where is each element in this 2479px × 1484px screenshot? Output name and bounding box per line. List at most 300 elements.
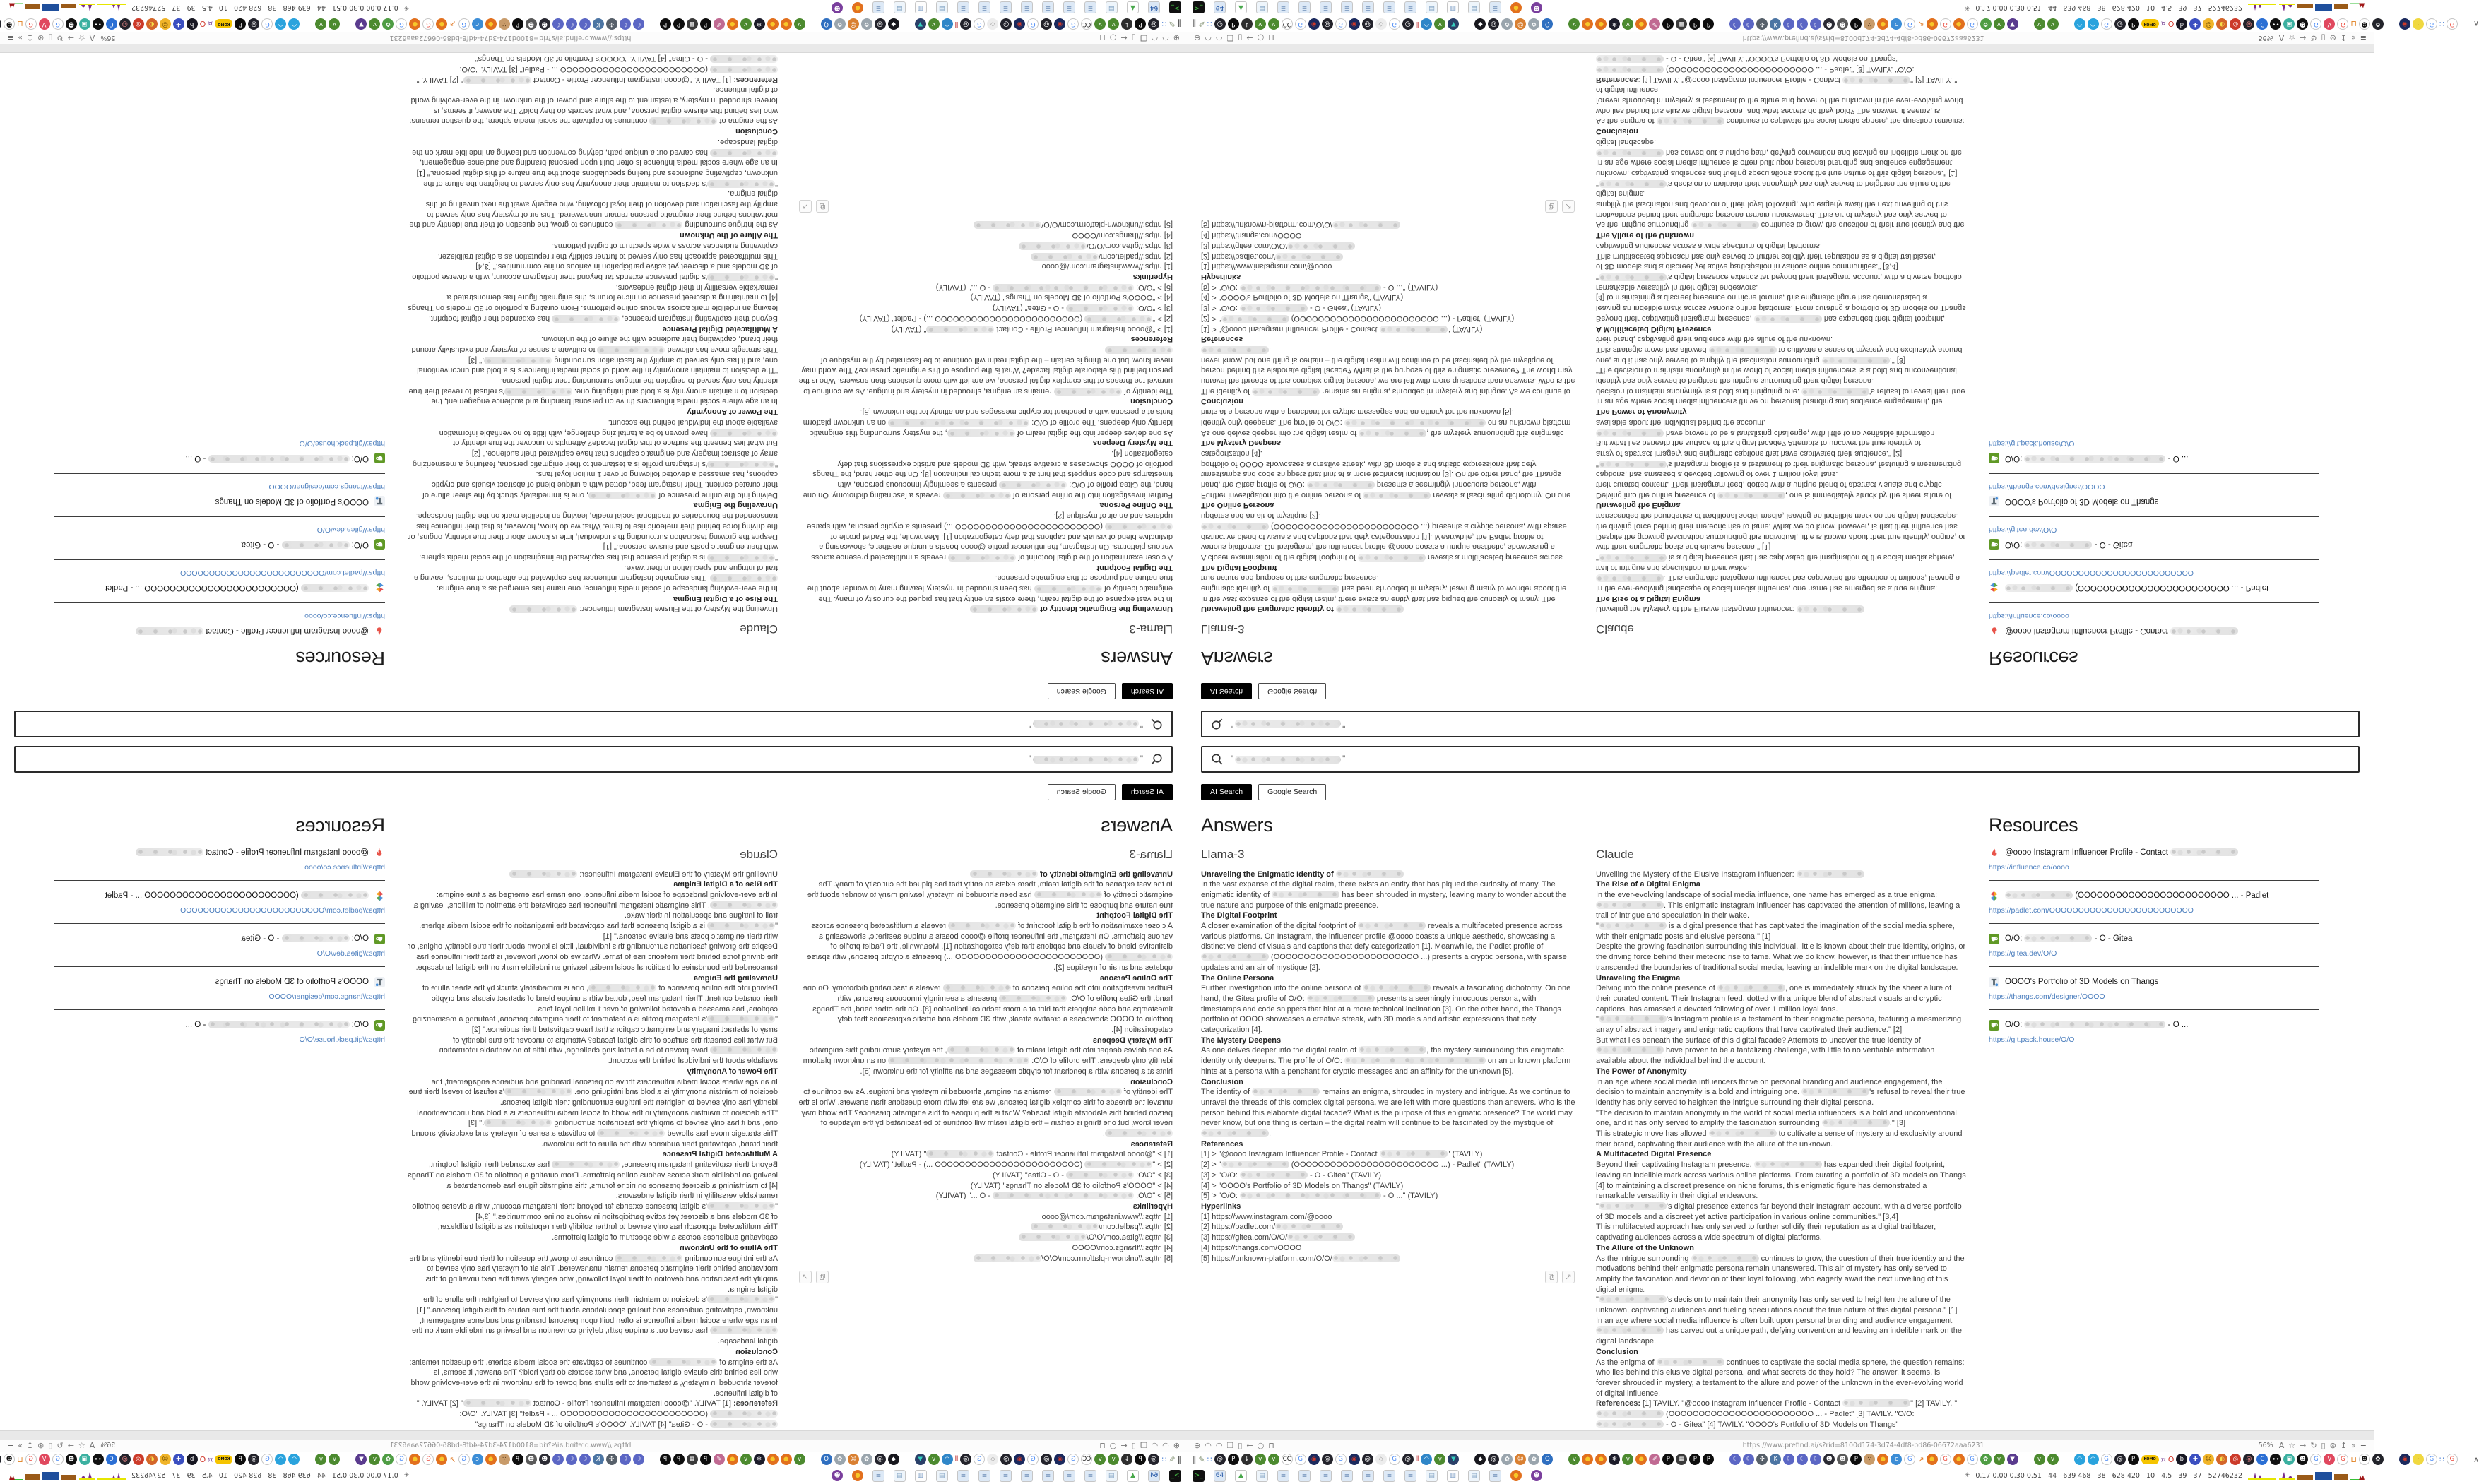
resource-link[interactable]: https://gitea.dev/O/O bbox=[316, 526, 385, 535]
flower-dark-icon[interactable] bbox=[0, 1454, 1, 1465]
p-app-icon[interactable]: P bbox=[1689, 18, 1700, 30]
scroll-icon[interactable]: ≣ bbox=[957, 2, 969, 14]
mastodon-icon[interactable]: ☻ bbox=[832, 2, 843, 13]
pen-pink-icon[interactable]: ✐ bbox=[714, 1454, 725, 1465]
share-answer-button[interactable] bbox=[1562, 1271, 1575, 1283]
resource-link[interactable]: https://padlet.com/OOOOOOOOOOOOOOOOOOOOOOOOO bbox=[180, 906, 385, 915]
globe-icon[interactable]: ⊕ bbox=[1173, 1441, 1180, 1450]
cc-icon[interactable]: CC bbox=[1282, 18, 1293, 30]
blue-dots-icon[interactable]: ∷ bbox=[1207, 1454, 1212, 1464]
forward-arrow-icon[interactable]: → bbox=[2300, 1441, 2307, 1450]
google-icon[interactable]: G bbox=[422, 1454, 434, 1465]
p-app-icon[interactable]: P bbox=[700, 18, 711, 30]
caret-icon[interactable]: ∧ bbox=[2473, 1454, 2479, 1464]
menu-icon[interactable]: ≡ bbox=[7, 1441, 14, 1450]
stack-icon[interactable]: ⊔ bbox=[17, 1454, 23, 1464]
github-icon[interactable]: ☻ bbox=[4, 1454, 15, 1465]
pencil-icon[interactable]: ✎ bbox=[1168, 1454, 1176, 1464]
firefox-icon[interactable]: ● bbox=[409, 1454, 420, 1465]
notepad-icon[interactable]: ▤ bbox=[1468, 1470, 1480, 1482]
scroll-icon[interactable]: ≣ bbox=[872, 1470, 884, 1482]
route-icon[interactable]: ↗ bbox=[449, 1454, 456, 1464]
cube-dark-icon[interactable]: ◆ bbox=[1474, 18, 1486, 30]
compass-icon[interactable]: ✚ bbox=[173, 1454, 184, 1465]
scroll-icon[interactable]: ≣ bbox=[1021, 2, 1033, 14]
p-app-icon[interactable]: P bbox=[2128, 18, 2139, 30]
google-icon[interactable]: G bbox=[1904, 18, 1915, 30]
menu-icon[interactable]: ≡ bbox=[2360, 1441, 2367, 1450]
copy-answer-button[interactable] bbox=[1545, 200, 1558, 213]
b-app-icon[interactable]: b bbox=[187, 18, 198, 30]
scroll-icon[interactable]: ≣ bbox=[1084, 2, 1096, 14]
dots2-icon[interactable]: ∙∙ bbox=[2270, 1454, 2281, 1465]
zulip-icon[interactable]: ▼ bbox=[915, 18, 926, 30]
caret-icon[interactable]: ∧ bbox=[2473, 19, 2479, 29]
snow-dark-icon[interactable]: ❄ bbox=[1609, 1454, 1620, 1465]
swirl-color-icon[interactable]: ◐ bbox=[146, 18, 158, 30]
moon-app-icon[interactable]: ☾ bbox=[1729, 18, 1741, 30]
robot-app-icon[interactable]: @ bbox=[960, 18, 971, 30]
gauge-back-icon[interactable]: ◠ bbox=[1205, 33, 1212, 42]
gitea-cup-icon[interactable]: v bbox=[1094, 18, 1106, 30]
ring-icon[interactable]: O bbox=[199, 1454, 206, 1464]
stripes-icon[interactable]: ⫴ bbox=[1415, 20, 1419, 29]
firefox-icon[interactable]: ● bbox=[436, 1454, 447, 1465]
grid-app-icon[interactable]: ▦ bbox=[1676, 18, 1687, 30]
swirl-blue-icon[interactable]: ◠ bbox=[288, 1454, 300, 1465]
swirl-color-icon[interactable]: ◐ bbox=[146, 1454, 158, 1465]
komo-badge[interactable]: KOMO bbox=[215, 20, 232, 29]
firefox-icon[interactable]: ● bbox=[1510, 1470, 1522, 1481]
rocket-icon[interactable]: ▲ bbox=[1127, 1470, 1139, 1482]
person-search-icon[interactable]: ¤ bbox=[208, 1454, 213, 1464]
puzzle-teal-icon[interactable]: ▣ bbox=[79, 18, 90, 30]
disk64-icon[interactable]: 64 bbox=[1148, 2, 1160, 14]
forward-arrow-icon[interactable]: → bbox=[67, 1441, 74, 1450]
globe-icon[interactable]: ⊕ bbox=[1194, 1441, 1201, 1450]
smiley-icon[interactable]: ☺ bbox=[2203, 1454, 2214, 1465]
scroll-icon[interactable]: ≣ bbox=[1042, 1470, 1054, 1482]
chat-bubble-icon[interactable]: c bbox=[472, 1454, 483, 1465]
google-icon[interactable]: G bbox=[974, 1454, 985, 1465]
gitea-cup-icon[interactable]: v bbox=[794, 1454, 805, 1465]
moon-app-icon[interactable]: ☾ bbox=[1810, 18, 1821, 30]
scroll-icon[interactable]: ≣ bbox=[1320, 1470, 1332, 1482]
vk-icon[interactable]: K bbox=[593, 18, 604, 30]
notepad-icon[interactable]: ▤ bbox=[894, 2, 906, 14]
cube-light-icon[interactable]: ◇ bbox=[1375, 18, 1387, 30]
github-icon[interactable]: ☻ bbox=[2359, 1454, 2370, 1465]
shield-purple-icon[interactable]: ▼ bbox=[2007, 18, 2018, 30]
scroll-icon[interactable]: ≣ bbox=[1084, 1470, 1096, 1482]
gauge-back-icon[interactable]: ◠ bbox=[1205, 1441, 1212, 1450]
flower-dark-icon[interactable] bbox=[0, 18, 1, 30]
firefox-icon[interactable]: ● bbox=[727, 18, 738, 30]
google-icon[interactable]: G bbox=[458, 18, 470, 30]
gitea-cup-icon[interactable]: v bbox=[1108, 1454, 1119, 1465]
scroll-icon[interactable]: ≣ bbox=[978, 1470, 990, 1482]
robot-app-icon[interactable]: @ bbox=[2114, 1454, 2126, 1465]
moon-app-icon[interactable]: ☾ bbox=[552, 1454, 564, 1465]
robot-app-icon[interactable]: @ bbox=[1214, 1454, 1226, 1465]
disk64-icon[interactable]: 64 bbox=[1214, 2, 1226, 14]
scroll-icon[interactable]: ≣ bbox=[1383, 2, 1395, 14]
resource-link[interactable]: https://influence.co/oooo bbox=[304, 862, 385, 872]
menu-icon[interactable]: ≡ bbox=[7, 33, 14, 42]
cube-dark-icon[interactable]: ◆ bbox=[888, 18, 899, 30]
scroll-icon[interactable]: ≣ bbox=[1042, 2, 1054, 14]
google-icon[interactable]: G bbox=[1027, 1454, 1039, 1465]
firefox-icon[interactable]: ● bbox=[767, 18, 779, 30]
p-app-icon[interactable]: P bbox=[1135, 18, 1146, 30]
google-icon[interactable]: G bbox=[25, 18, 37, 30]
moon-app-icon[interactable]: ☾ bbox=[1797, 1454, 1808, 1465]
cat-gray-icon[interactable]: ☻ bbox=[526, 1454, 537, 1465]
swirl-color-icon[interactable]: ◐ bbox=[2216, 1454, 2227, 1465]
compass-icon[interactable]: ✚ bbox=[2189, 1454, 2201, 1465]
google-icon[interactable]: G bbox=[1067, 18, 1079, 30]
puzzle-teal-icon[interactable]: ▣ bbox=[2283, 1454, 2295, 1465]
puzzle-teal-icon[interactable]: ▣ bbox=[79, 1454, 90, 1465]
chevrons-icon[interactable]: » bbox=[18, 33, 23, 42]
robot-red-icon[interactable]: @ bbox=[2243, 1454, 2254, 1465]
chat-bubble-icon[interactable]: c bbox=[1891, 1454, 1902, 1465]
notepad-icon[interactable]: ▤ bbox=[1106, 2, 1118, 14]
gitea-cup-icon[interactable]: v bbox=[315, 1454, 326, 1465]
clover-icon[interactable]: ✿ bbox=[382, 18, 394, 30]
dog-icon[interactable]: ∵ bbox=[1864, 18, 1875, 30]
gitea-cup-icon[interactable]: v bbox=[1268, 1454, 1279, 1465]
pencil-icon[interactable]: ✎ bbox=[1198, 1454, 1205, 1464]
shield-purple-icon[interactable]: ▼ bbox=[2007, 1454, 2018, 1465]
dog-icon[interactable]: ∵ bbox=[1864, 1454, 1875, 1465]
firefox-icon[interactable]: ● bbox=[1510, 2, 1522, 13]
smiley-icon[interactable]: ☺ bbox=[160, 18, 171, 30]
stripes-icon[interactable]: ⫴ bbox=[954, 1454, 959, 1464]
google-search-button[interactable]: Google Search bbox=[1258, 784, 1326, 800]
google-icon[interactable]: G bbox=[2101, 1454, 2112, 1465]
pause-icon[interactable]: ‖ bbox=[1193, 19, 1197, 29]
gauge-back-icon[interactable]: ◠ bbox=[1162, 33, 1169, 42]
google-icon[interactable]: G bbox=[2447, 18, 2458, 30]
google-icon[interactable]: G bbox=[1967, 1454, 1978, 1465]
robot-app-icon[interactable]: @ bbox=[1041, 1454, 1052, 1465]
robot-app-icon[interactable]: @ bbox=[1402, 1454, 1414, 1465]
resource-link[interactable]: https://padlet.com/OOOOOOOOOOOOOOOOOOOOOOOOO bbox=[180, 569, 385, 578]
google-icon[interactable]: G bbox=[2426, 1454, 2437, 1465]
moon-app-icon[interactable]: ☾ bbox=[1729, 1454, 1741, 1465]
person-search-icon[interactable]: ¤ bbox=[208, 19, 213, 29]
pause-icon[interactable]: ‖ bbox=[1177, 19, 1181, 29]
pause-icon[interactable]: ‖ bbox=[1193, 1454, 1197, 1464]
gitea-cup-icon[interactable]: v bbox=[1568, 18, 1580, 30]
stack-icon[interactable]: ⊔ bbox=[17, 19, 23, 29]
v-heart-icon[interactable]: V bbox=[2324, 1454, 2335, 1465]
share-answer-button[interactable] bbox=[1562, 200, 1575, 213]
paw-app-icon[interactable]: ✣ bbox=[1756, 18, 1768, 30]
hat-app-icon[interactable]: ☻ bbox=[66, 1454, 77, 1465]
swirl-blue-icon[interactable]: ◠ bbox=[288, 18, 300, 30]
scroll-icon[interactable]: ≣ bbox=[1298, 2, 1311, 14]
google-icon[interactable]: G bbox=[1904, 1454, 1915, 1465]
share-answer-button[interactable] bbox=[799, 200, 812, 213]
notepad-icon[interactable]: ▤ bbox=[1426, 1470, 1438, 1482]
p-app-icon[interactable]: P bbox=[512, 1454, 523, 1465]
gitea-cup-icon[interactable]: v bbox=[1622, 18, 1633, 30]
route-icon[interactable]: ↗ bbox=[449, 19, 456, 29]
swirl-blue-icon[interactable]: ◠ bbox=[275, 1454, 286, 1465]
gitea-cup-icon[interactable]: v bbox=[2034, 1454, 2045, 1465]
translate-icon[interactable]: A bbox=[2278, 1441, 2285, 1450]
gitea-cup-icon[interactable]: v bbox=[928, 18, 940, 30]
google-icon[interactable]: G bbox=[1940, 1454, 1951, 1465]
search-input[interactable] bbox=[14, 746, 1173, 773]
swirl-blue-icon[interactable]: ◠ bbox=[275, 18, 286, 30]
vk-icon[interactable]: K bbox=[593, 1454, 604, 1465]
gitea-cup-icon[interactable]: v bbox=[1094, 1454, 1106, 1465]
p-app-icon[interactable]: P bbox=[673, 18, 685, 30]
resource-link[interactable]: https://thangs.com/designer/OOOO bbox=[1989, 992, 2105, 1001]
v-heart-icon[interactable]: V bbox=[2324, 18, 2335, 30]
google-icon[interactable]: G bbox=[52, 1454, 64, 1465]
scroll-icon[interactable]: ≣ bbox=[872, 2, 884, 14]
firefox-icon[interactable]: ● bbox=[1877, 18, 1888, 30]
reload-icon[interactable]: ↻ bbox=[57, 1441, 64, 1450]
resource-link[interactable]: https://influence.co/oooo bbox=[1989, 612, 2069, 621]
share-icon[interactable]: ↥ bbox=[26, 33, 34, 42]
search-input[interactable] bbox=[1201, 711, 2360, 737]
scroll-icon[interactable]: ≣ bbox=[1489, 1470, 1501, 1482]
gitea-cup-icon[interactable]: v bbox=[2047, 1454, 2059, 1465]
google-icon[interactable]: G bbox=[1067, 1454, 1079, 1465]
puzzle-teal-icon[interactable]: ▣ bbox=[2283, 18, 2295, 30]
swirl-color-icon[interactable]: ◐ bbox=[2216, 18, 2227, 30]
pen-pink-icon[interactable]: ✐ bbox=[1649, 18, 1660, 30]
cc-icon[interactable]: CC bbox=[1081, 1454, 1092, 1465]
terminal-icon[interactable]: >_ bbox=[1169, 1470, 1181, 1482]
notepad-icon[interactable]: ▤ bbox=[1106, 1470, 1118, 1482]
cat-gray-icon[interactable]: ☻ bbox=[526, 18, 537, 30]
moon-app-icon[interactable]: ☾ bbox=[1743, 1454, 1754, 1465]
resource-link[interactable]: https://git.pack.house/O/O bbox=[299, 1035, 385, 1044]
blue-dots-icon[interactable]: ∷ bbox=[1207, 19, 1212, 29]
target-app-icon[interactable]: ◉ bbox=[2399, 1454, 2410, 1465]
pattern-icon[interactable]: ✿ bbox=[834, 18, 846, 30]
firefox-icon[interactable]: ● bbox=[436, 18, 447, 30]
moon-app-icon[interactable]: ☾ bbox=[633, 18, 644, 30]
google-icon[interactable]: G bbox=[396, 18, 407, 30]
lock-icon[interactable]: ⊓ bbox=[1099, 1441, 1106, 1450]
notepad-icon[interactable]: ▤ bbox=[1256, 1470, 1268, 1482]
trash-icon[interactable]: ▯ bbox=[1131, 33, 1136, 42]
cc-icon[interactable]: CC bbox=[1282, 1454, 1293, 1465]
zulip-icon[interactable]: ▼ bbox=[915, 1454, 926, 1465]
firefox-icon[interactable]: ● bbox=[1582, 1454, 1593, 1465]
notepad-icon[interactable]: ▤ bbox=[936, 2, 948, 14]
translate-icon[interactable]: A bbox=[2278, 33, 2285, 42]
shield-purple-icon[interactable]: ▼ bbox=[355, 1454, 367, 1465]
download-app-icon[interactable]: ↓ bbox=[1241, 1454, 1253, 1465]
zulip-icon[interactable]: ▼ bbox=[1448, 1454, 1459, 1465]
mastodon-icon[interactable]: ☻ bbox=[1531, 1470, 1542, 1481]
resource-link[interactable]: https://gitea.dev/O/O bbox=[316, 949, 385, 958]
google-icon[interactable]: G bbox=[1389, 18, 1400, 30]
google-icon[interactable]: G bbox=[396, 1454, 407, 1465]
gitea-cup-icon[interactable]: v bbox=[329, 18, 340, 30]
ai-search-button[interactable]: AI Search bbox=[1201, 784, 1252, 800]
rocket-icon[interactable]: ▲ bbox=[1235, 1470, 1247, 1482]
forward-arrow-icon[interactable]: → bbox=[2300, 33, 2307, 42]
gitea-cup-icon[interactable]: v bbox=[1994, 18, 2005, 30]
gitea-cup-icon[interactable]: v bbox=[2047, 18, 2059, 30]
snow-dark-icon[interactable]: ❄ bbox=[754, 18, 765, 30]
gitea-cup-icon[interactable]: v bbox=[1622, 1454, 1633, 1465]
firefox-icon[interactable]: ● bbox=[1953, 18, 1965, 30]
chick-icon[interactable]: · bbox=[2413, 18, 2424, 30]
firefox-icon[interactable]: ● bbox=[409, 18, 420, 30]
share-icon[interactable]: ↥ bbox=[2340, 33, 2348, 42]
trash-icon[interactable]: ▯ bbox=[1131, 1441, 1136, 1450]
cat-gray-icon[interactable]: ☻ bbox=[1837, 1454, 1848, 1465]
google-icon[interactable]: G bbox=[1295, 18, 1306, 30]
pen-pink-icon[interactable]: ✐ bbox=[1649, 1454, 1660, 1465]
gitea-cup-icon[interactable]: v bbox=[1994, 1454, 2005, 1465]
cube-dark-icon[interactable]: ◆ bbox=[888, 1454, 899, 1465]
rings-icon[interactable]: ◎ bbox=[133, 1454, 144, 1465]
gitea-cup-icon[interactable]: v bbox=[1255, 1454, 1266, 1465]
flower-dark-icon[interactable]: ✿ bbox=[2372, 1454, 2384, 1465]
p-app-icon[interactable]: P bbox=[660, 1454, 671, 1465]
google-icon[interactable]: G bbox=[1335, 1454, 1347, 1465]
resource-link[interactable]: https://influence.co/oooo bbox=[304, 612, 385, 621]
firefox-icon[interactable]: ● bbox=[852, 2, 863, 13]
pencil-icon[interactable]: ✎ bbox=[1168, 19, 1176, 29]
cube-light-icon[interactable]: ◇ bbox=[987, 1454, 998, 1465]
pattern-icon[interactable]: ✿ bbox=[1501, 1454, 1513, 1465]
scroll-icon[interactable]: ≣ bbox=[1000, 2, 1012, 14]
share-icon[interactable]: ↥ bbox=[26, 1441, 34, 1450]
window-icon[interactable]: ▥ bbox=[915, 1470, 927, 1482]
gitea-cup-icon[interactable]: v bbox=[369, 1454, 380, 1465]
hat-app-icon[interactable]: ☻ bbox=[66, 18, 77, 30]
google-icon[interactable]: G bbox=[2310, 18, 2321, 30]
download-app-icon[interactable]: ↓ bbox=[1241, 18, 1253, 30]
cube-dark-icon[interactable]: ◆ bbox=[1474, 1454, 1486, 1465]
robot-red-icon[interactable]: @ bbox=[119, 18, 131, 30]
target-app-icon[interactable]: ◉ bbox=[1014, 1454, 1025, 1465]
url-display[interactable]: https://www.prefind.ai/s?rid=8100d174-3d74-4df8-bd86-06672aaa6231 bbox=[1742, 1442, 1984, 1449]
c-app-icon[interactable]: C bbox=[106, 1454, 117, 1465]
network-globe-icon[interactable]: ⊛ bbox=[37, 1441, 45, 1450]
resource-link[interactable]: https://thangs.com/designer/OOOO bbox=[268, 482, 385, 492]
compass-icon[interactable]: ✚ bbox=[2189, 18, 2201, 30]
target-app-icon[interactable]: ◉ bbox=[2399, 18, 2410, 30]
copy-answer-button[interactable] bbox=[816, 200, 829, 213]
dots2-icon[interactable]: ∙∙ bbox=[2270, 18, 2281, 30]
stack-icon[interactable]: ⊔ bbox=[2350, 1454, 2357, 1464]
swirl-blue-icon[interactable]: ◠ bbox=[1421, 18, 1432, 30]
resource-link[interactable]: https://padlet.com/OOOOOOOOOOOOOOOOOOOOOOOOO bbox=[1989, 906, 2194, 915]
moon-app-icon[interactable]: ☾ bbox=[579, 1454, 591, 1465]
firefox-icon[interactable]: ● bbox=[1953, 1454, 1965, 1465]
target-app-icon[interactable]: ◉ bbox=[1308, 1454, 1320, 1465]
compass-icon[interactable]: ✚ bbox=[173, 18, 184, 30]
firefox-icon[interactable]: ● bbox=[1635, 18, 1647, 30]
back-arrow-icon[interactable]: ← bbox=[1246, 33, 1253, 42]
scroll-icon[interactable]: ≣ bbox=[1341, 2, 1353, 14]
resource-link[interactable]: https://git.pack.house/O/O bbox=[1989, 1035, 2075, 1044]
copy-answer-button[interactable] bbox=[816, 1271, 829, 1283]
translate-icon[interactable]: A bbox=[89, 33, 95, 42]
pencil-icon[interactable]: ✎ bbox=[1198, 19, 1205, 29]
network-globe-icon[interactable]: ⊛ bbox=[37, 33, 45, 42]
back-arrow-icon[interactable]: ← bbox=[1246, 1441, 1253, 1450]
google-icon[interactable]: G bbox=[2337, 1454, 2348, 1465]
terminal-icon[interactable]: >_ bbox=[1193, 2, 1205, 14]
cat-gray-icon[interactable]: ☻ bbox=[1837, 18, 1848, 30]
share-icon[interactable]: ↥ bbox=[2340, 1441, 2348, 1450]
moon-app-icon[interactable]: ☾ bbox=[620, 18, 631, 30]
ai-search-button[interactable]: AI Search bbox=[1122, 784, 1173, 800]
cat-dark-icon[interactable]: ☻ bbox=[1823, 18, 1835, 30]
grid-app-icon[interactable]: ▦ bbox=[687, 18, 698, 30]
robot-app-icon[interactable]: @ bbox=[1000, 1454, 1012, 1465]
globe-icon[interactable]: ⊕ bbox=[1194, 33, 1201, 42]
moon-app-icon[interactable]: ☾ bbox=[579, 18, 591, 30]
search-app-icon[interactable]: Q bbox=[1542, 1454, 1553, 1465]
cube-light-icon[interactable]: ◇ bbox=[987, 18, 998, 30]
swirl-blue-icon[interactable]: ◠ bbox=[2088, 1454, 2099, 1465]
chevrons-icon[interactable]: » bbox=[2351, 33, 2356, 42]
url-display[interactable]: https://www.prefind.ai/s?rid=8100d174-3d74-4df8-bd86-06672aaa6231 bbox=[1742, 34, 1984, 42]
komo-badge[interactable]: KOMO bbox=[2141, 20, 2159, 29]
p-app-icon[interactable]: P bbox=[1135, 1454, 1146, 1465]
gauge-back-icon[interactable]: ◠ bbox=[1162, 1441, 1169, 1450]
resource-link[interactable]: https://gitea.dev/O/O bbox=[1989, 526, 2057, 535]
back-arrow-icon[interactable]: ← bbox=[1120, 33, 1128, 42]
firefox-icon[interactable]: ● bbox=[727, 1454, 738, 1465]
moon-app-icon[interactable]: ☾ bbox=[552, 18, 564, 30]
p-app-icon[interactable]: P bbox=[1662, 1454, 1674, 1465]
zulip-icon[interactable]: ▼ bbox=[1448, 18, 1459, 30]
moon-app-icon[interactable]: ☾ bbox=[633, 1454, 644, 1465]
robot-app-icon[interactable]: @ bbox=[248, 1454, 259, 1465]
blue-dots-icon[interactable]: ∷ bbox=[1161, 1454, 1167, 1464]
forward-arrow-icon[interactable]: → bbox=[67, 33, 74, 42]
cube-light-icon[interactable]: ◇ bbox=[1375, 1454, 1387, 1465]
komo-badge[interactable]: KOMO bbox=[215, 1455, 232, 1464]
firefox-icon[interactable]: ● bbox=[1635, 1454, 1647, 1465]
url-display[interactable]: https://www.prefind.ai/s?rid=8100d174-3d74-4df8-bd86-06672aaa6231 bbox=[389, 1442, 632, 1449]
firefox-icon[interactable]: ● bbox=[1927, 18, 1938, 30]
google-icon[interactable]: G bbox=[1967, 18, 1978, 30]
rings-icon[interactable]: ◎ bbox=[133, 18, 144, 30]
archive-icon[interactable]: ▯ bbox=[48, 1441, 53, 1450]
firefox-icon[interactable]: ● bbox=[852, 1470, 863, 1481]
shield-icon[interactable]: ○ bbox=[1257, 1441, 1265, 1450]
trash-icon[interactable]: ▯ bbox=[1238, 1441, 1243, 1450]
chat-bubble-icon[interactable]: c bbox=[1891, 18, 1902, 30]
resource-link[interactable]: https://thangs.com/designer/OOOO bbox=[1989, 482, 2105, 492]
robot-app-icon[interactable]: @ bbox=[1000, 18, 1012, 30]
target-app-icon[interactable]: ◉ bbox=[1349, 1454, 1360, 1465]
firefox-icon[interactable]: ● bbox=[485, 18, 497, 30]
download-app-icon[interactable]: ↓ bbox=[1121, 18, 1132, 30]
scroll-icon[interactable]: ≣ bbox=[957, 1470, 969, 1482]
menu-icon[interactable]: ≡ bbox=[2360, 33, 2367, 42]
gitea-cup-icon[interactable]: v bbox=[1108, 18, 1119, 30]
scroll-icon[interactable]: ≣ bbox=[1277, 2, 1289, 14]
